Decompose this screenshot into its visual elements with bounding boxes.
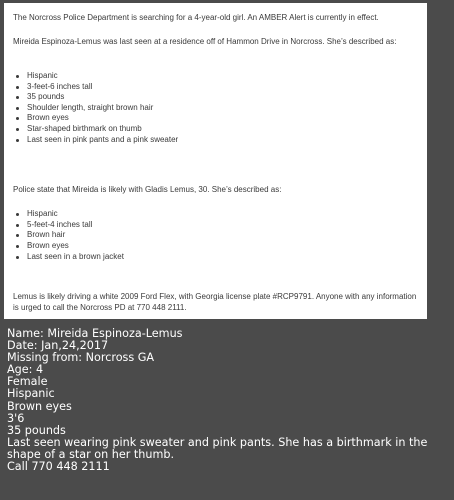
info-ethnicity: Hispanic	[7, 387, 55, 401]
list-item: Star-shaped birthmark on thumb	[13, 124, 419, 135]
news-article-panel	[4, 3, 427, 319]
list-item: Hispanic	[13, 209, 419, 220]
list-item: 3-feet-6 inches tall	[13, 82, 419, 93]
article-last-seen: Mireida Espinoza-Lemus was last seen at a residence off of Hammon Drive in Norcross. She’s described as:	[13, 37, 397, 46]
missing-person-summary	[7, 328, 447, 473]
list-item: 5-feet-4 inches tall	[13, 220, 419, 231]
list-item: Brown eyes	[13, 241, 419, 252]
list-item: 35 pounds	[13, 92, 419, 103]
child-description-list	[13, 71, 419, 145]
info-weight: 35 pounds	[7, 423, 66, 437]
companion-description-list	[13, 209, 419, 262]
list-item: Last seen in a brown jacket	[13, 252, 419, 263]
article-companion-intro: Police state that Mireida is likely with Gladis Lemus, 30. She’s described as:	[13, 185, 282, 195]
info-missing-from: Missing from: Norcross GA	[7, 351, 155, 365]
info-age: Age: 4	[7, 363, 44, 377]
list-item: Brown hair	[13, 230, 419, 241]
article-intro: The Norcross Police Department is searching for a 4-year-old girl. An AMBER Alert is currently in effect.	[13, 13, 379, 22]
info-name: Name: Mireida Espinoza-Lemus	[7, 327, 183, 340]
article-vehicle-info: Lemus is likely driving a white 2009 Ford Flex, with Georgia license plate #RCP9791. Anyone with any information is urged to call the Norcross PD at 770 448 2111.	[13, 292, 417, 312]
list-item: Brown eyes	[13, 113, 419, 124]
info-description: Last seen wearing pink sweater and pink pants. She has a birthmark in the shape of a star on her thumb.	[7, 435, 428, 461]
info-eyes: Brown eyes	[7, 399, 72, 413]
list-item: Hispanic	[13, 71, 419, 82]
info-call: Call 770 448 2111	[7, 460, 110, 474]
info-date: Date: Jan,24,2017	[7, 339, 109, 353]
list-item: Shoulder length, straight brown hair	[13, 103, 419, 114]
info-height: 3'6	[7, 411, 25, 425]
list-item: Last seen in pink pants and a pink sweater	[13, 135, 419, 146]
info-sex: Female	[7, 375, 48, 389]
